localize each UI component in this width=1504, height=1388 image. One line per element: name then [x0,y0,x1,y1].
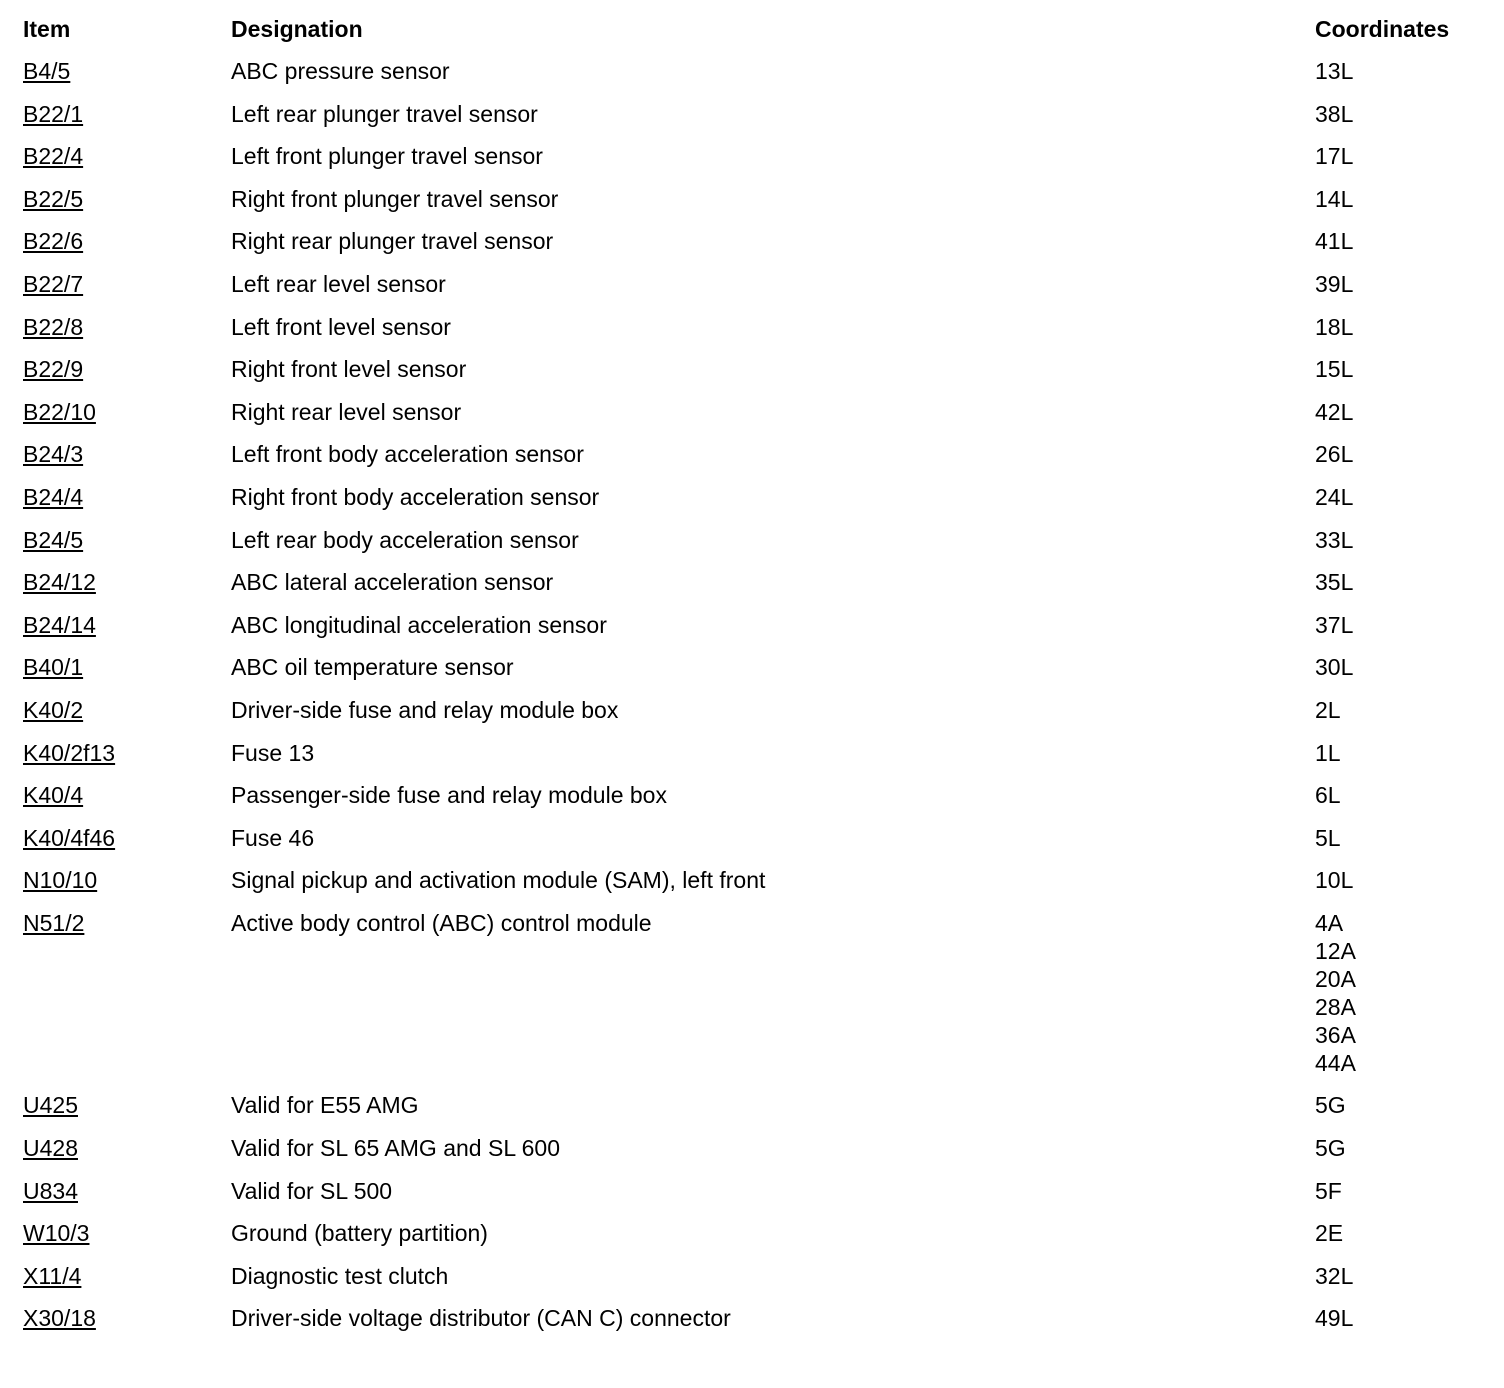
item-link[interactable]: B24/14 [23,611,96,638]
table-row [23,1219,1485,1262]
coordinate-value: 12A [1315,937,1356,964]
table-row [23,1091,1485,1134]
item-link[interactable]: N10/10 [23,867,98,894]
table-row [23,355,1485,398]
item-link[interactable]: B24/4 [23,483,84,510]
item-cell [23,1262,231,1305]
item-link[interactable]: B24/3 [23,441,84,468]
table-row [23,739,1485,782]
item-link[interactable]: B40/1 [23,654,84,681]
item-cell [23,185,231,228]
designation-cell: Valid for SL 500 [231,1177,393,1204]
table-row [23,142,1485,185]
coordinates-cell [1315,696,1485,739]
component-table [23,57,1485,1347]
item-cell [23,1134,231,1177]
item-cell [23,866,231,909]
coordinates-cell [1315,739,1485,782]
item-link[interactable]: K40/4 [23,782,84,809]
designation-cell: Active body control (ABC) control module [231,909,652,936]
coordinate-value: 10L [1315,867,1354,894]
coordinate-value: 41L [1315,228,1354,255]
table-row [23,398,1485,441]
coordinates-cell [1315,568,1485,611]
coordinate-value: 2E [1315,1220,1344,1247]
coordinate-value: 5G [1315,1092,1346,1119]
designation-cell: Right rear plunger travel sensor [231,228,554,255]
designation-cell: Left rear plunger travel sensor [231,100,538,127]
item-cell [23,739,231,782]
coordinate-value: 1L [1315,739,1341,766]
item-link[interactable]: B22/5 [23,185,84,212]
coordinates-cell [1315,1134,1485,1177]
item-cell [23,440,231,483]
item-cell [23,100,231,143]
item-link[interactable]: W10/3 [23,1220,90,1247]
item-cell [23,526,231,569]
header-designation: Designation [231,16,363,42]
item-link[interactable]: B22/9 [23,356,84,383]
item-link[interactable]: U425 [23,1092,78,1119]
coordinate-value: 26L [1315,441,1354,468]
item-cell [23,696,231,739]
item-cell [23,1304,231,1347]
item-cell [23,483,231,526]
coordinate-value: 18L [1315,313,1354,340]
designation-cell: Right front level sensor [231,356,467,383]
coordinates-cell [1315,611,1485,654]
coordinates-cell [1315,227,1485,270]
item-link[interactable]: B24/5 [23,526,84,553]
coordinates-cell [1315,526,1485,569]
designation-cell: Right rear level sensor [231,398,462,425]
designation-cell: ABC oil temperature sensor [231,654,514,681]
coordinate-value: 14L [1315,185,1354,212]
table-row [23,1134,1485,1177]
coordinates-cell [1315,57,1485,100]
item-link[interactable]: B22/10 [23,398,96,425]
designation-cell: ABC longitudinal acceleration sensor [231,611,607,638]
coordinates-cell [1315,142,1485,185]
coordinate-value: 39L [1315,270,1354,297]
designation-cell: Driver-side voltage distributor (CAN C) connector [231,1305,731,1332]
coordinates-cell [1315,824,1485,867]
item-link[interactable]: X30/18 [23,1305,96,1332]
coordinates-cell [1315,398,1485,441]
table-row [23,568,1485,611]
item-cell [23,909,231,1092]
coordinate-value: 6L [1315,782,1341,809]
designation-cell: Left front body acceleration sensor [231,441,584,468]
designation-cell: ABC lateral acceleration sensor [231,569,554,596]
designation-cell: Diagnostic test clutch [231,1262,449,1289]
coordinates-cell [1315,1262,1485,1305]
item-cell [23,824,231,867]
item-cell [23,355,231,398]
designation-cell: Valid for E55 AMG [231,1092,419,1119]
coordinates-cell [1315,185,1485,228]
coordinates-cell [1315,781,1485,824]
coordinates-cell [1315,440,1485,483]
table-row [23,781,1485,824]
coordinate-value: 37L [1315,611,1354,638]
item-cell [23,1091,231,1134]
header-item: Item [23,16,71,42]
header-coordinates: Coordinates [1315,16,1450,42]
item-link[interactable]: B22/6 [23,228,84,255]
coordinates-cell [1315,270,1485,313]
item-cell [23,398,231,441]
coordinate-value: 15L [1315,356,1354,383]
coordinate-value: 28A [1315,993,1356,1020]
item-link[interactable]: K40/4f46 [23,824,116,851]
item-cell [23,1219,231,1262]
coordinate-value: 13L [1315,58,1354,84]
designation-cell: Driver-side fuse and relay module box [231,696,619,723]
table-row [23,653,1485,696]
table-row [23,57,1485,100]
coordinate-value: 32L [1315,1262,1354,1289]
coordinate-value: 42L [1315,398,1354,425]
coordinate-value: 44A [1315,1049,1356,1076]
coordinate-value: 35L [1315,569,1354,596]
coordinates-cell [1315,909,1485,1092]
coordinates-cell [1315,1219,1485,1262]
coordinates-cell [1315,1091,1485,1134]
designation-cell: Left rear body acceleration sensor [231,526,579,553]
table-row [23,313,1485,356]
designation-cell: Valid for SL 65 AMG and SL 600 [231,1135,561,1162]
item-cell [23,568,231,611]
item-link[interactable]: X11/4 [23,1262,82,1289]
table-row [23,696,1485,739]
item-link[interactable]: B4/5 [23,58,71,84]
coordinates-cell [1315,100,1485,143]
item-cell [23,313,231,356]
coordinate-value: 36A [1315,1021,1356,1048]
item-cell [23,1177,231,1220]
item-link[interactable]: U428 [23,1135,78,1162]
coordinate-value: 38L [1315,100,1354,127]
coordinates-cell [1315,483,1485,526]
table-row [23,227,1485,270]
designation-cell: Passenger-side fuse and relay module box [231,782,667,809]
coordinates-cell [1315,1304,1485,1347]
designation-cell: ABC pressure sensor [231,58,450,84]
item-link[interactable]: B24/12 [23,569,96,596]
table-row [23,611,1485,654]
coordinates-cell [1315,866,1485,909]
item-link[interactable]: U834 [23,1177,78,1204]
coordinates-cell [1315,313,1485,356]
table-row [23,483,1485,526]
coordinate-value: 17L [1315,143,1354,170]
table-row [23,866,1485,909]
designation-cell: Signal pickup and activation module (SAM), left front [231,867,766,894]
item-cell [23,781,231,824]
coordinate-value: 2L [1315,696,1341,723]
item-cell [23,270,231,313]
item-cell [23,611,231,654]
item-link[interactable]: B22/8 [23,313,84,340]
item-link[interactable]: B22/7 [23,270,84,297]
coordinate-value: 20A [1315,965,1356,992]
coordinate-value: 49L [1315,1305,1354,1332]
item-link[interactable]: B22/1 [23,100,84,127]
table-row [23,185,1485,228]
item-link[interactable]: K40/2f13 [23,739,116,766]
coordinate-value: 33L [1315,526,1354,553]
coordinates-cell [1315,653,1485,696]
table-row [23,1262,1485,1305]
coordinate-value: 24L [1315,483,1354,510]
designation-cell: Right front body acceleration sensor [231,483,600,510]
coordinate-value: 5F [1315,1177,1342,1204]
item-link[interactable]: N51/2 [23,909,85,936]
designation-cell: Ground (battery partition) [231,1220,488,1247]
table-row [23,1304,1485,1347]
item-link[interactable]: B22/4 [23,143,84,170]
component-table-body [23,57,1485,1347]
table-row [23,270,1485,313]
table-row [23,1177,1485,1220]
coordinate-value: 4A [1315,909,1344,936]
coordinate-value: 30L [1315,654,1354,681]
designation-cell: Right front plunger travel sensor [231,185,559,212]
coordinates-cell [1315,1177,1485,1220]
table-row [23,440,1485,483]
table-row [23,909,1485,1092]
table-row [23,824,1485,867]
designation-cell: Left rear level sensor [231,270,446,297]
designation-cell: Left front level sensor [231,313,451,340]
coordinates-cell [1315,355,1485,398]
designation-cell: Fuse 46 [231,824,315,851]
table-row [23,100,1485,143]
designation-cell: Left front plunger travel sensor [231,143,543,170]
item-cell [23,227,231,270]
item-link[interactable]: K40/2 [23,696,84,723]
designation-cell: Fuse 13 [231,739,315,766]
item-cell [23,653,231,696]
item-cell [23,57,231,100]
table-row [23,526,1485,569]
coordinate-value: 5L [1315,824,1341,851]
item-cell [23,142,231,185]
coordinate-value: 5G [1315,1135,1346,1162]
